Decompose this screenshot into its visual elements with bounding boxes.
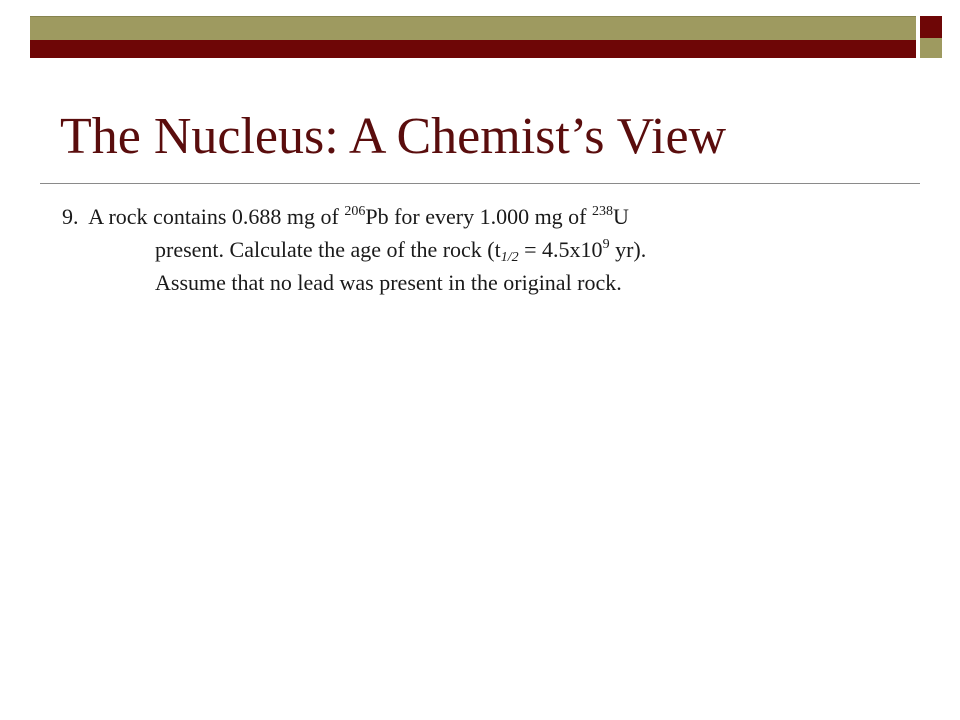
problem-line-1-part-c: U	[613, 204, 629, 229]
problem-number: 9.	[62, 204, 79, 229]
isotope-u-mass: 238	[592, 204, 614, 219]
half-life-subscript: 1/2	[500, 250, 519, 265]
problem-line-2-part-c: yr).	[609, 237, 647, 262]
header-decoration	[0, 0, 960, 60]
exponent-superscript: 9	[602, 237, 610, 252]
problem-line-3: Assume that no lead was present in the original rock.	[155, 270, 622, 295]
isotope-pb-mass: 206	[344, 204, 366, 219]
corner-olive-square	[920, 38, 942, 58]
problem-text	[62, 200, 922, 299]
problem-line-2-part-a: present. Calculate the age of the rock (t	[155, 237, 501, 262]
problem-line-1-part-b: Pb for every 1.000 mg of	[365, 204, 593, 229]
problem-line-2-part-b: = 4.5x10	[518, 237, 603, 262]
header-maroon-bar	[30, 40, 916, 58]
header-olive-bar	[30, 16, 916, 41]
problem-line-2	[62, 233, 922, 266]
title-divider	[40, 183, 920, 184]
problem-line-1-part-a: A rock contains 0.688 mg of	[88, 204, 345, 229]
corner-maroon-square	[920, 16, 942, 38]
problem-line-1	[62, 200, 922, 233]
slide-title: The Nucleus: A Chemist’s View	[60, 108, 727, 165]
